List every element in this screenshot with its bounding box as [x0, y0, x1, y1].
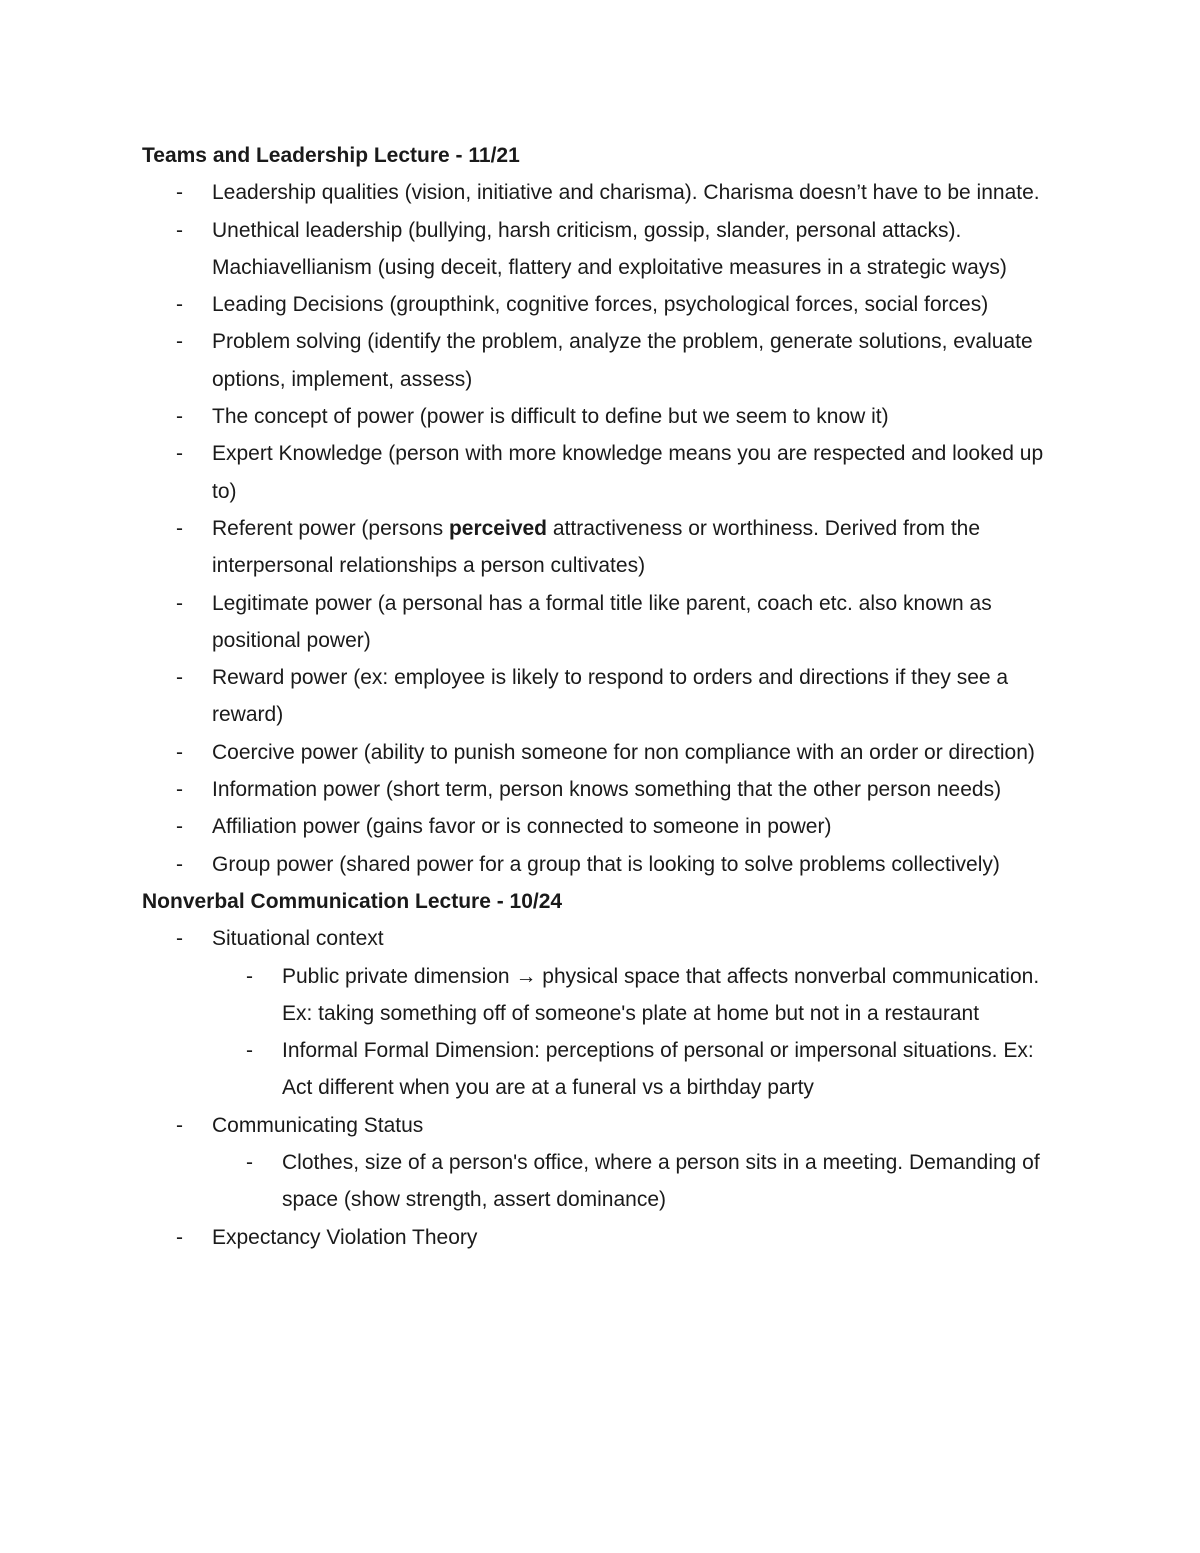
list-item: - Expectancy Violation Theory: [142, 1219, 1062, 1256]
list-item: - Information power (short term, person knows something that the other person needs): [142, 771, 1062, 808]
list-item: - Legitimate power (a personal has a formal title like parent, coach etc. also known as positional power): [142, 585, 1062, 660]
list-item: - Communicating Status: [142, 1107, 1062, 1144]
item-text: Referent power (persons: [212, 516, 449, 540]
document-page: [142, 137, 1062, 1256]
sub-list-item: - Informal Formal Dimension: perceptions of personal or impersonal situations. Ex: Act different when you are at a funeral vs a birthday party: [142, 1032, 1062, 1107]
emphasis-text: perceived: [448, 516, 548, 540]
list-item: - Affiliation power (gains favor or is connected to someone in power): [142, 808, 1062, 845]
list-item: - Leadership qualities (vision, initiative and charisma). Charisma doesn’t have to be innate.: [142, 174, 1062, 211]
list-item: - Coercive power (ability to punish someone for non compliance with an order or direction): [142, 734, 1062, 771]
nonverbal-list-cont: [142, 1107, 1062, 1144]
nonverbal-list-end: [142, 1219, 1062, 1256]
communicating-status-sublist: [142, 1144, 1062, 1219]
list-item: - Leading Decisions (groupthink, cognitive forces, psychological forces, social forces): [142, 286, 1062, 323]
section-heading-teams-leadership: Teams and Leadership Lecture - 11/21: [142, 144, 520, 167]
list-item: - Group power (shared power for a group that is looking to solve problems collectively): [142, 846, 1062, 883]
teams-leadership-list: [142, 174, 1062, 883]
list-item: - Expert Knowledge (person with more knowledge means you are respected and looked up to): [142, 435, 1062, 510]
nonverbal-list: [142, 920, 1062, 957]
list-item: - Unethical leadership (bullying, harsh criticism, gossip, slander, personal attacks). Machiavellianism (using deceit, flattery and exploitative measures in a strategic ways): [142, 212, 1062, 287]
section-heading-nonverbal: Nonverbal Communication Lecture - 10/24: [142, 889, 563, 913]
list-item: [142, 920, 1062, 957]
sub-list-item: - Public private dimension → physical space that affects nonverbal communication. Ex: taking something off of someone's plate at home but not in a restaurant: [142, 958, 1062, 1033]
list-item: - Problem solving (identify the problem, analyze the problem, generate solutions, evaluate options, implement, assess): [142, 323, 1062, 398]
list-item: [142, 510, 1062, 585]
list-item: - The concept of power (power is difficult to define but we seem to know it): [142, 398, 1062, 435]
item-text: Situational context: [212, 927, 384, 951]
item-text: attractiveness or worthiness. Derived from the interpersonal relationships a person cultivates): [212, 516, 981, 578]
sub-list-item: - Clothes, size of a person's office, where a person sits in a meeting. Demanding of space (show strength, assert dominance): [142, 1144, 1062, 1219]
situational-context-sublist: [142, 958, 1062, 1107]
list-item: - Reward power (ex: employee is likely to respond to orders and directions if they see a reward): [142, 659, 1062, 734]
